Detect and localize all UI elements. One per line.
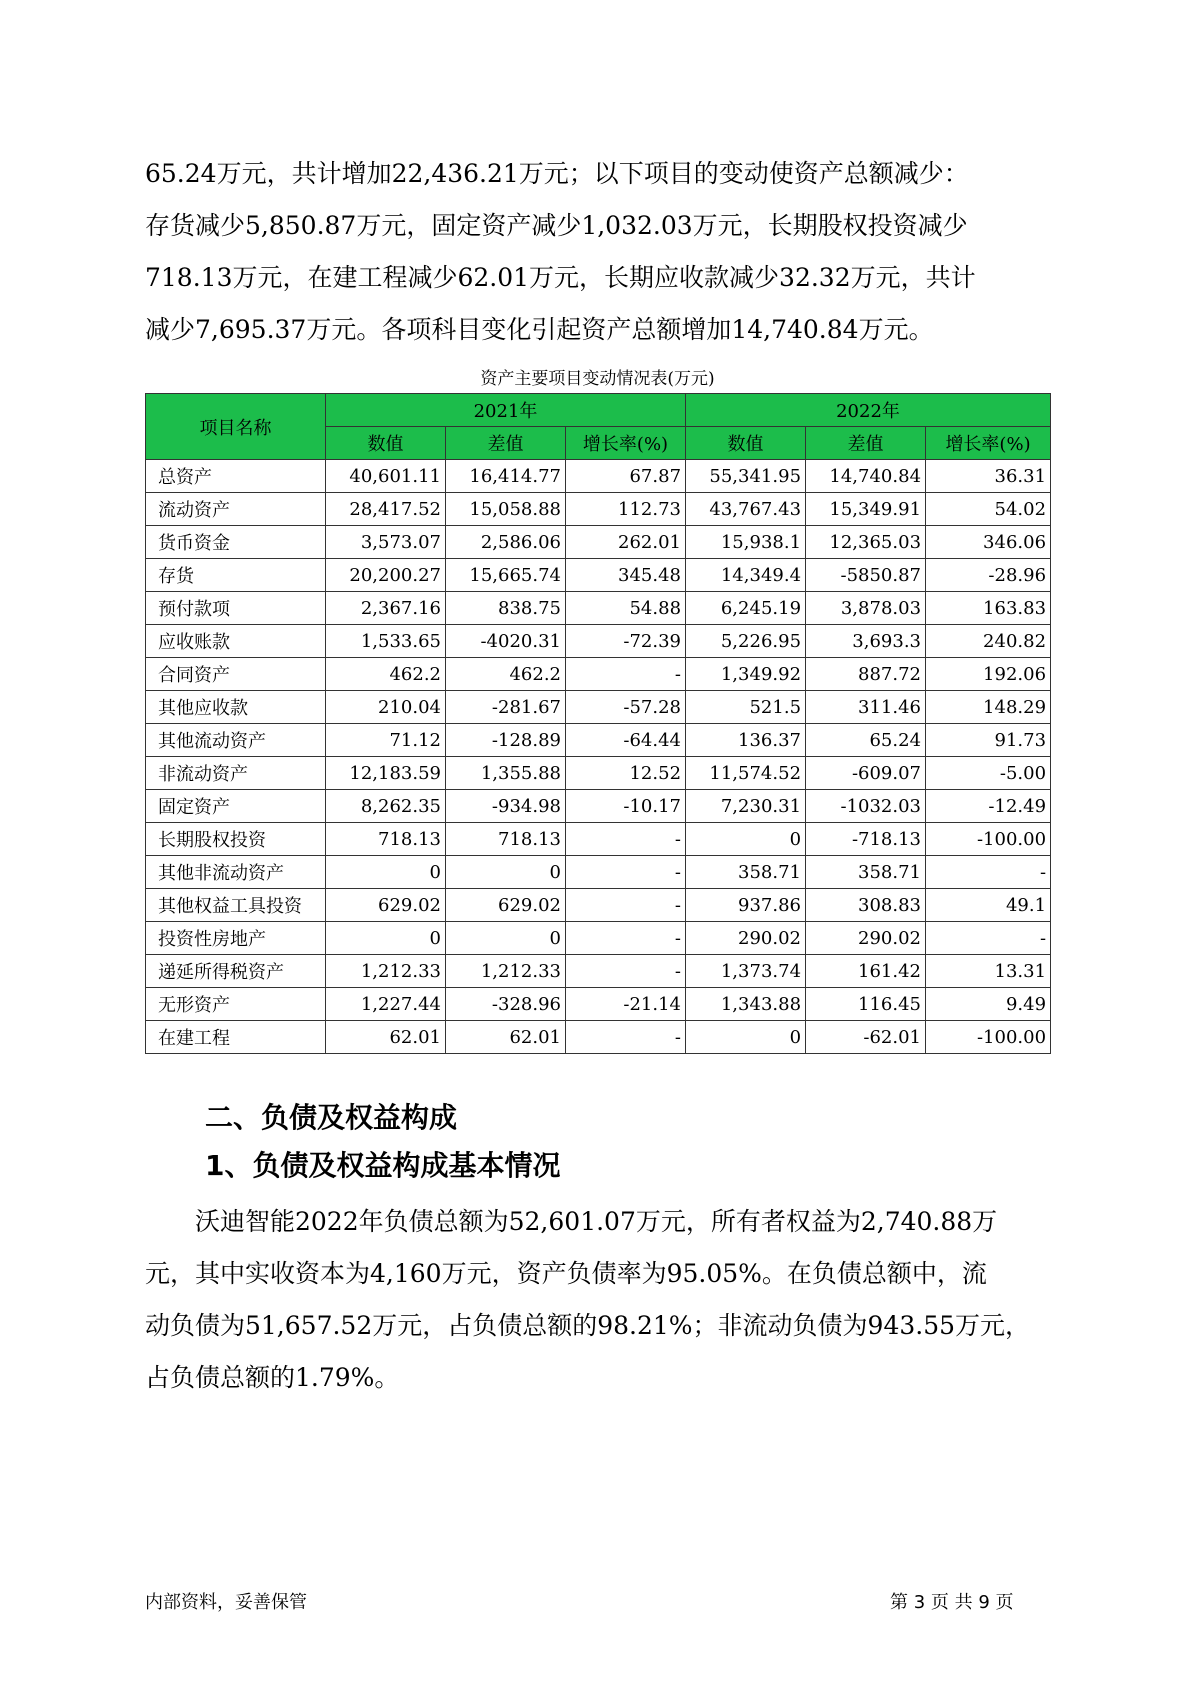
table-cell: 1,212.33 (446, 955, 566, 988)
intro-line: 减少7,695.37万元。各项科目变化引起资产总额增加14,740.84万元。 (145, 315, 934, 344)
table-cell: 12,365.03 (806, 526, 926, 559)
row-label: 流动资产 (146, 493, 326, 526)
table-row (146, 625, 1051, 658)
footer-confidential: 内部资料，妥善保管 (145, 1592, 307, 1613)
table-cell: 3,693.3 (806, 625, 926, 658)
table-cell: 40,601.11 (326, 460, 446, 493)
table-cell: 36.31 (926, 460, 1051, 493)
table-cell: 718.13 (326, 823, 446, 856)
table-cell: 192.06 (926, 658, 1051, 691)
table-cell: 12.52 (566, 757, 686, 790)
table-cell: 28,417.52 (326, 493, 446, 526)
table-cell: 65.24 (806, 724, 926, 757)
sub-header: 数值 (326, 427, 446, 460)
table-cell: 15,349.91 (806, 493, 926, 526)
table-cell: 9.49 (926, 988, 1051, 1021)
intro-line: 718.13万元，在建工程减少62.01万元，长期应收款减少32.32万元，共计 (145, 263, 976, 292)
table-cell: 1,355.88 (446, 757, 566, 790)
table-cell: 1,373.74 (686, 955, 806, 988)
table-cell: 54.02 (926, 493, 1051, 526)
table-cell: 629.02 (326, 889, 446, 922)
table-cell: -128.89 (446, 724, 566, 757)
table-cell: 358.71 (686, 856, 806, 889)
table-cell: -100.00 (926, 823, 1051, 856)
table-row (146, 658, 1051, 691)
table-cell: 67.87 (566, 460, 686, 493)
row-label: 货币资金 (146, 526, 326, 559)
row-label: 固定资产 (146, 790, 326, 823)
table-cell: 43,767.43 (686, 493, 806, 526)
row-label: 其他应收款 (146, 691, 326, 724)
table-cell: 0 (326, 922, 446, 955)
table-cell: 887.72 (806, 658, 926, 691)
table-cell: -100.00 (926, 1021, 1051, 1054)
intro-paragraph (145, 148, 1050, 356)
table-cell: 629.02 (446, 889, 566, 922)
table-cell: -21.14 (566, 988, 686, 1021)
table-cell: 13.31 (926, 955, 1051, 988)
table-cell: 838.75 (446, 592, 566, 625)
table-cell: 0 (446, 856, 566, 889)
table-cell: 240.82 (926, 625, 1051, 658)
table-cell: 15,058.88 (446, 493, 566, 526)
table-cell: 346.06 (926, 526, 1051, 559)
table-cell: 62.01 (446, 1021, 566, 1054)
table-cell: 6,245.19 (686, 592, 806, 625)
table-cell: 15,665.74 (446, 559, 566, 592)
table-cell: 7,230.31 (686, 790, 806, 823)
sub-header: 数值 (686, 427, 806, 460)
table-cell: 161.42 (806, 955, 926, 988)
row-label: 递延所得税资产 (146, 955, 326, 988)
intro-line: 存货减少5,850.87万元，固定资产减少1,032.03万元，长期股权投资减少 (145, 211, 968, 240)
table-cell: -62.01 (806, 1021, 926, 1054)
table-row (146, 592, 1051, 625)
table-cell: 0 (446, 922, 566, 955)
table-cell: 112.73 (566, 493, 686, 526)
table-cell: 163.83 (926, 592, 1051, 625)
table-cell: - (566, 922, 686, 955)
table-cell: 1,533.65 (326, 625, 446, 658)
col-header-2022: 2022年 (686, 394, 1051, 427)
table-row (146, 757, 1051, 790)
table-cell: 14,740.84 (806, 460, 926, 493)
table-cell: -72.39 (566, 625, 686, 658)
table-cell: - (566, 955, 686, 988)
table-row (146, 559, 1051, 592)
table-cell: 0 (686, 1021, 806, 1054)
table-row (146, 460, 1051, 493)
table-cell: -5850.87 (806, 559, 926, 592)
table-cell: 16,414.77 (446, 460, 566, 493)
table-cell: 308.83 (806, 889, 926, 922)
row-label: 非流动资产 (146, 757, 326, 790)
table-row (146, 889, 1051, 922)
table-cell: 3,878.03 (806, 592, 926, 625)
table-caption: 资产主要项目变动情况表(万元) (480, 369, 715, 389)
table-cell: 8,262.35 (326, 790, 446, 823)
row-label: 无形资产 (146, 988, 326, 1021)
table-cell: 55,341.95 (686, 460, 806, 493)
table-cell: -64.44 (566, 724, 686, 757)
sub-header: 增长率(%) (926, 427, 1051, 460)
col-header-2021: 2021年 (326, 394, 686, 427)
table-cell: 521.5 (686, 691, 806, 724)
table-cell: -10.17 (566, 790, 686, 823)
body-line: 元，其中实收资本为4,160万元，资产负债率为95.05%。在负债总额中，流 (145, 1259, 987, 1288)
row-label: 在建工程 (146, 1021, 326, 1054)
row-label: 其他非流动资产 (146, 856, 326, 889)
table-cell: 358.71 (806, 856, 926, 889)
table-cell: 290.02 (686, 922, 806, 955)
table-row (146, 856, 1051, 889)
table-cell: - (566, 1021, 686, 1054)
table-cell: 1,349.92 (686, 658, 806, 691)
intro-line: 65.24万元，共计增加22,436.21万元；以下项目的变动使资产总额减少： (145, 159, 969, 188)
table-row (146, 691, 1051, 724)
table-row (146, 1021, 1051, 1054)
table-cell: 718.13 (446, 823, 566, 856)
table-cell: -28.96 (926, 559, 1051, 592)
table-cell: 91.73 (926, 724, 1051, 757)
table-cell: 2,367.16 (326, 592, 446, 625)
row-label: 预付款项 (146, 592, 326, 625)
table-cell: 12,183.59 (326, 757, 446, 790)
row-label: 投资性房地产 (146, 922, 326, 955)
table-cell: -5.00 (926, 757, 1051, 790)
table-cell: 3,573.07 (326, 526, 446, 559)
row-label: 总资产 (146, 460, 326, 493)
body-line: 动负债为51,657.52万元，占负债总额的98.21%；非流动负债为943.55万元， (145, 1311, 1031, 1340)
table-cell: -934.98 (446, 790, 566, 823)
table-cell: 0 (686, 823, 806, 856)
table-row (146, 493, 1051, 526)
row-label: 长期股权投资 (146, 823, 326, 856)
table-cell: 937.86 (686, 889, 806, 922)
table-cell: 2,586.06 (446, 526, 566, 559)
table-cell: -1032.03 (806, 790, 926, 823)
table-cell: 262.01 (566, 526, 686, 559)
table-body (146, 460, 1051, 1054)
table-cell: - (566, 823, 686, 856)
sub-header: 差值 (806, 427, 926, 460)
table-row (146, 955, 1051, 988)
table-cell: -281.67 (446, 691, 566, 724)
table-row (146, 823, 1051, 856)
table-cell: 14,349.4 (686, 559, 806, 592)
table-cell: 62.01 (326, 1021, 446, 1054)
table-cell: -718.13 (806, 823, 926, 856)
body-paragraph (145, 1196, 1050, 1404)
sub-header: 差值 (446, 427, 566, 460)
table-cell: 345.48 (566, 559, 686, 592)
table-cell: - (566, 856, 686, 889)
subsection-heading: 1、负债及权益构成基本情况 (205, 1149, 561, 1182)
table-cell: 54.88 (566, 592, 686, 625)
section-heading: 二、负债及权益构成 (205, 1101, 458, 1134)
table-cell: - (566, 889, 686, 922)
sub-header: 增长率(%) (566, 427, 686, 460)
row-label: 存货 (146, 559, 326, 592)
footer-page-number: 第 3 页 共 9 页 (890, 1592, 1014, 1613)
row-label: 合同资产 (146, 658, 326, 691)
col-header-item: 项目名称 (146, 394, 326, 460)
table-cell: 11,574.52 (686, 757, 806, 790)
table-cell: 20,200.27 (326, 559, 446, 592)
row-label: 应收账款 (146, 625, 326, 658)
table-cell: 116.45 (806, 988, 926, 1021)
table-row (146, 988, 1051, 1021)
table-cell: 136.37 (686, 724, 806, 757)
table-row (146, 526, 1051, 559)
table-cell: 0 (326, 856, 446, 889)
table-cell: 311.46 (806, 691, 926, 724)
table-cell: -4020.31 (446, 625, 566, 658)
table-cell: 49.1 (926, 889, 1051, 922)
table-cell: -57.28 (566, 691, 686, 724)
table-cell: 462.2 (446, 658, 566, 691)
body-line: 沃迪智能2022年负债总额为52,601.07万元，所有者权益为2,740.88万 (195, 1207, 998, 1236)
table-cell: 290.02 (806, 922, 926, 955)
table-cell: - (566, 658, 686, 691)
table-cell: 1,227.44 (326, 988, 446, 1021)
table-cell: 210.04 (326, 691, 446, 724)
table-cell: - (926, 856, 1051, 889)
table-row (146, 790, 1051, 823)
table-row (146, 922, 1051, 955)
table-cell: 15,938.1 (686, 526, 806, 559)
table-cell: - (926, 922, 1051, 955)
body-line: 占负债总额的1.79%。 (145, 1363, 400, 1392)
table-cell: -328.96 (446, 988, 566, 1021)
row-label: 其他流动资产 (146, 724, 326, 757)
table-cell: 148.29 (926, 691, 1051, 724)
row-label: 其他权益工具投资 (146, 889, 326, 922)
asset-change-table (145, 393, 1051, 1054)
table-cell: 1,343.88 (686, 988, 806, 1021)
table-cell: -12.49 (926, 790, 1051, 823)
table-cell: 5,226.95 (686, 625, 806, 658)
table-row (146, 724, 1051, 757)
table-cell: 462.2 (326, 658, 446, 691)
table-cell: -609.07 (806, 757, 926, 790)
table-cell: 71.12 (326, 724, 446, 757)
table-cell: 1,212.33 (326, 955, 446, 988)
